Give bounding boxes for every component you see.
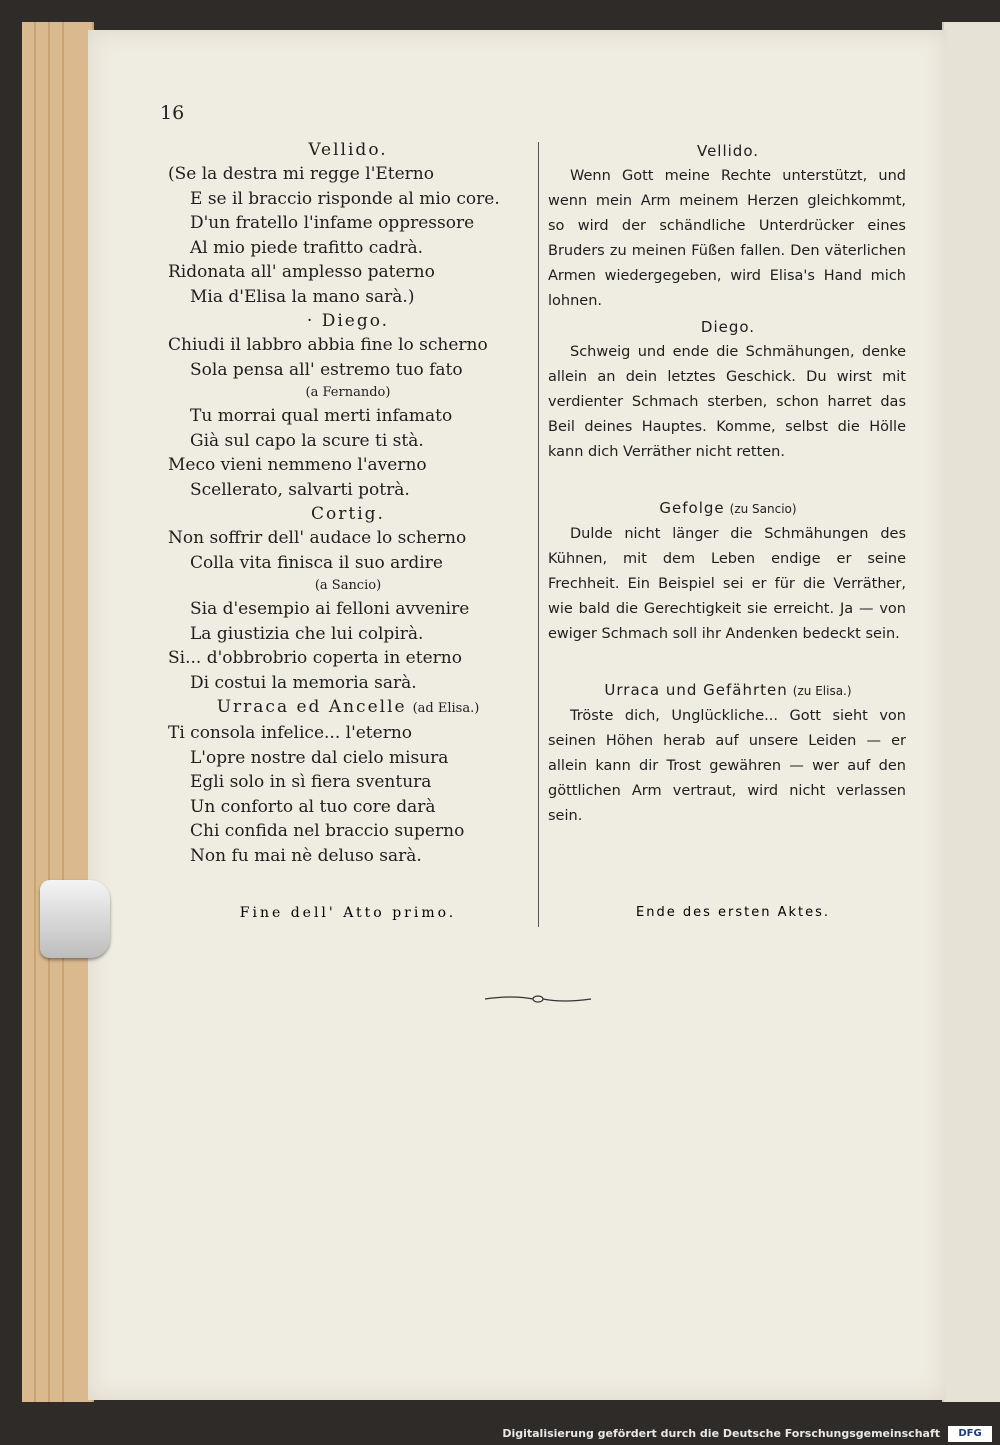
speaker-label: Cortig. — [311, 504, 385, 524]
verse-line: La giustizia che lui colpirà. — [190, 623, 424, 644]
verse-line: Ridonata all' amplesso paterno — [168, 262, 435, 282]
page-clip — [40, 880, 110, 958]
book-page — [88, 30, 946, 1400]
speaker-label: Urraca ed Ancelle — [216, 697, 407, 717]
dfg-logo: DFG — [948, 1426, 992, 1442]
verse-line: Un conforto al tuo core darà — [190, 796, 436, 817]
verse-line: L'opre nostre dal cielo misura — [190, 747, 449, 768]
speaker-name — [168, 138, 528, 162]
speaker-label: · Diego. — [306, 311, 390, 331]
stage-direction: (a Sancio) — [314, 578, 382, 593]
verse-line: Sia d'esempio ai felloni avvenire — [190, 599, 470, 619]
prose-paragraph: Dulde nicht länger die Schmähungen des Kühnen, mit dem Leben endige er seine Frechheit. Ein Beispiel sei er für die Verräther, wie bald die Gerechtigkeit sie erreicht. Ja — von ewiger Schmach soll ihr Andenken bedeckt sein. — [548, 526, 906, 642]
speaker-label: Urraca und Gefährten — [604, 681, 788, 699]
speaker-label: Vellido. — [696, 142, 760, 160]
prose-paragraph: Wenn Gott meine Rechte unterstützt, und wenn mein Arm meinem Herzen gleichkommt, so wird der schändliche Unterdrücker eines Bruders zu meinen Füßen fallen. Den väterlichen Armen wiedergegeben, wird Elisa's Hand mich lohnen. — [548, 168, 906, 309]
speaker-name — [168, 309, 528, 333]
page-number: 16 — [160, 102, 185, 124]
stage-direction: (a Fernando) — [305, 385, 391, 400]
speaker-label: Gefolge — [659, 499, 725, 517]
speaker-name — [538, 314, 918, 340]
german-column — [538, 138, 918, 829]
speaker-label: Diego. — [700, 318, 756, 336]
ornament-divider — [483, 992, 593, 1006]
speaker-name — [168, 502, 528, 526]
speaker-name — [538, 677, 918, 704]
verse-line: Sola pensa all' estremo tuo fato — [190, 359, 463, 380]
verse-line: (Se la destra mi regge l'Eterno — [168, 164, 434, 184]
verse-line: D'un fratello l'infame oppressore — [190, 213, 475, 233]
german-closing: Ende des ersten Aktes. — [636, 905, 830, 920]
stage-direction: (ad Elisa.) — [412, 701, 480, 716]
footer-credit: Digitalisierung gefördert durch die Deutsche Forschungsgemeinschaft — [502, 1427, 940, 1440]
facing-page-edge — [942, 22, 1000, 1402]
verse-line: Già sul capo la scure ti stà. — [190, 430, 424, 451]
italian-column — [168, 138, 528, 868]
prose-paragraph: Schweig und ende die Schmähungen, denke allein an dein letztes Geschick. Du wirst mit verdienter Schmach sterben, schon harret das Beil deines Hauptes. Komme, selbst die Hölle kann dich Verräther nicht retten. — [548, 344, 906, 460]
verse-line: Mia d'Elisa la mano sarà.) — [190, 286, 415, 307]
stage-direction: (zu Elisa.) — [792, 684, 852, 698]
verse-line: E se il braccio risponde al mio core. — [190, 188, 500, 209]
verse-line: Non fu mai nè deluso sarà. — [190, 845, 422, 866]
italian-closing: Fine dell' Atto primo. — [239, 905, 457, 921]
verse-line: Chi confida nel braccio superno — [190, 821, 465, 841]
speaker-name — [168, 695, 528, 721]
spacer — [538, 465, 918, 495]
verse-line: Al mio piede trafitto cadrà. — [190, 237, 423, 258]
verse-line: Chiudi il labbro abbia fine lo scherno — [168, 335, 488, 355]
verse-line: Scellerato, salvarti potrà. — [190, 479, 410, 500]
speaker-name — [538, 138, 918, 164]
verse-line: Ti consola infelice... l'eterno — [168, 723, 413, 743]
prose-paragraph: Tröste dich, Unglückliche... Gott sieht von seinen Höhen herab auf unsere Leiden — er allein kann dir Trost gewähren — wer auf den göttlichen Arm vertraut, wird nicht verlassen sein. — [548, 708, 906, 824]
verse-line: Meco vieni nemmeno l'averno — [168, 455, 427, 475]
verse-line: Si... d'obbrobrio coperta in eterno — [168, 648, 462, 668]
verse-line: Non soffrir dell' audace lo scherno — [168, 528, 467, 548]
verse-line: Colla vita finisca il suo ardire — [190, 552, 443, 573]
spacer — [538, 647, 918, 677]
verse-line: Di costui la memoria sarà. — [190, 672, 417, 693]
stage-direction: (zu Sancio) — [729, 502, 797, 516]
verse-line: Egli solo in sì fiera sventura — [190, 772, 432, 792]
speaker-label: Vellido. — [308, 140, 388, 160]
book-edge — [22, 22, 94, 1402]
footer-bar — [0, 1423, 1000, 1445]
verse-line: Tu morrai qual merti infamato — [190, 406, 453, 426]
speaker-name — [538, 495, 918, 522]
